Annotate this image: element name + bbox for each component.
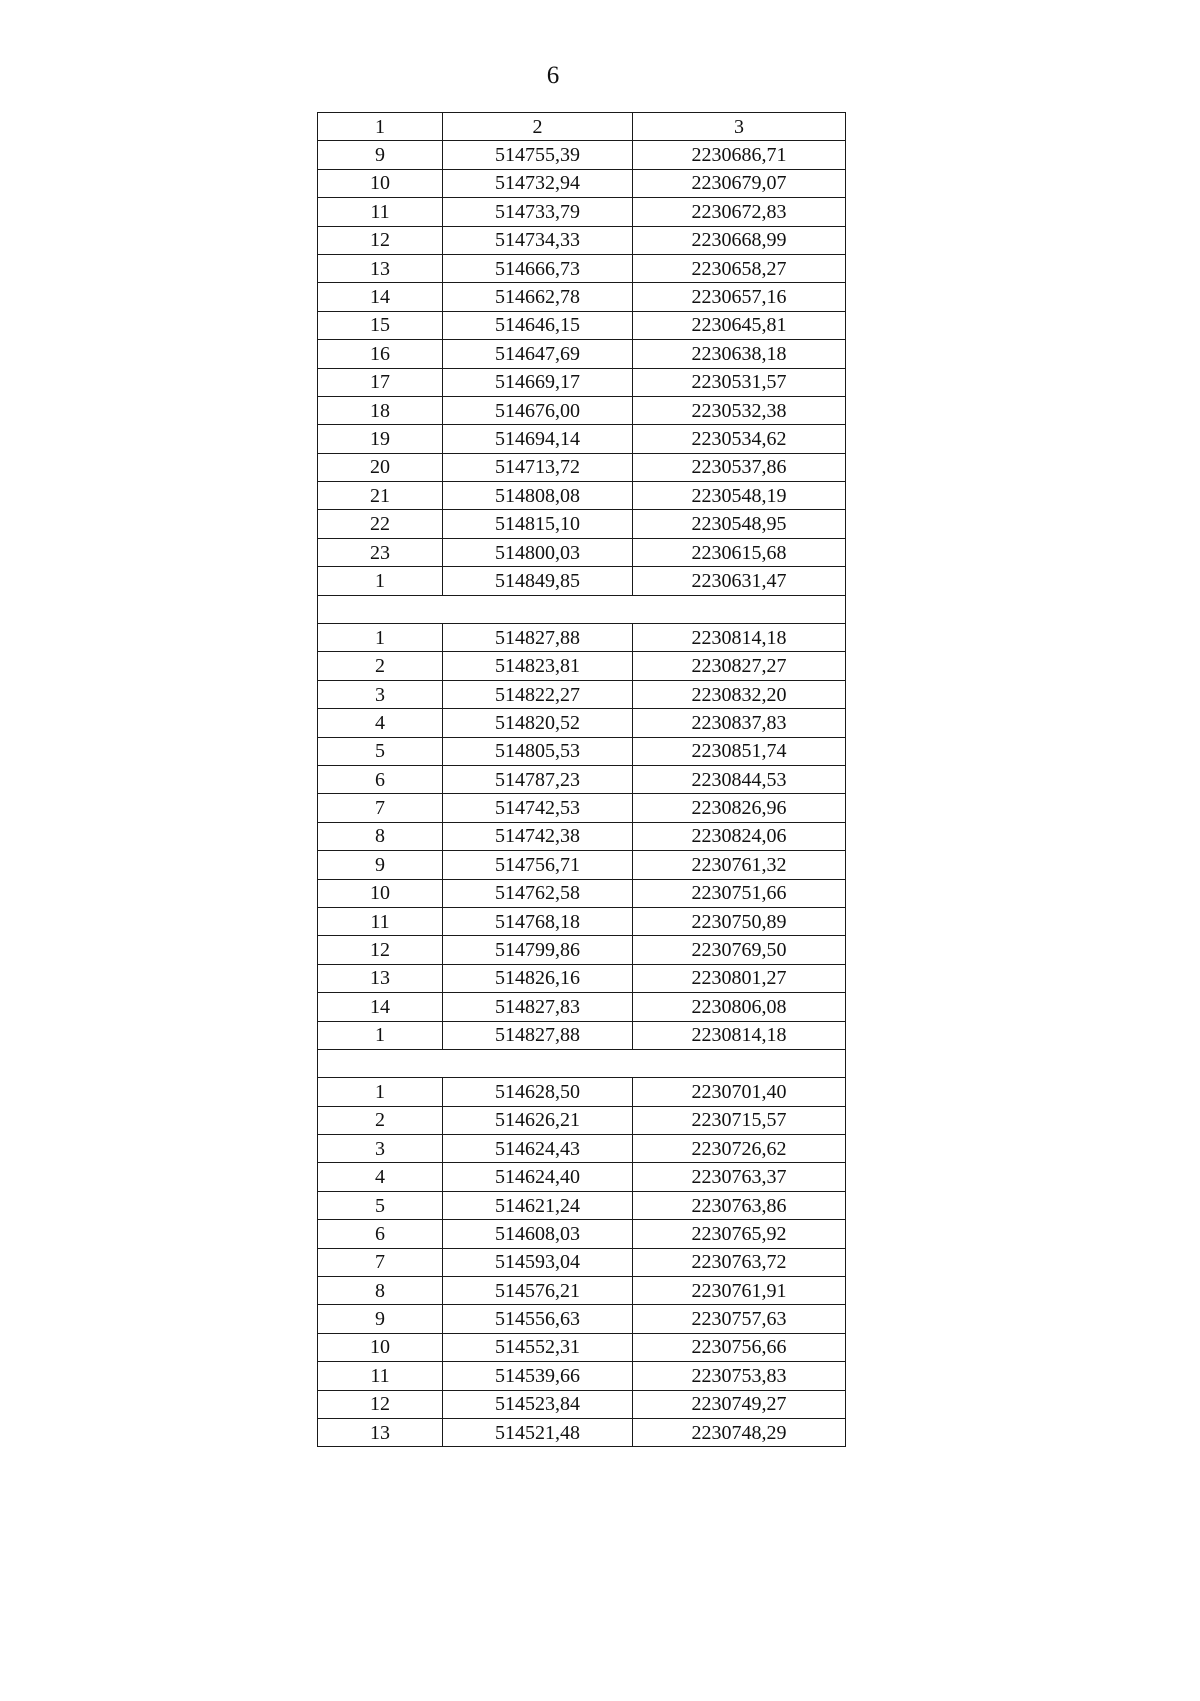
separator-cell [318, 1049, 846, 1077]
coordinate-y-cell: 2230806,08 [633, 993, 846, 1021]
coordinate-y-cell: 2230761,32 [633, 851, 846, 879]
point-number-cell: 21 [318, 482, 443, 510]
coordinate-x-cell: 514742,53 [443, 794, 633, 822]
coordinate-x-cell: 514646,15 [443, 311, 633, 339]
coordinate-y-cell: 2230537,86 [633, 453, 846, 481]
coordinates-table-container [317, 112, 845, 1447]
point-number-cell: 17 [318, 368, 443, 396]
coordinate-x-cell: 514669,17 [443, 368, 633, 396]
point-number-cell: 9 [318, 141, 443, 169]
coordinate-x-cell: 514800,03 [443, 538, 633, 566]
point-number-cell: 5 [318, 1191, 443, 1219]
coordinate-x-cell: 514608,03 [443, 1220, 633, 1248]
point-number-cell: 9 [318, 1305, 443, 1333]
coordinate-x-cell: 514676,00 [443, 396, 633, 424]
table-row [318, 1191, 846, 1219]
point-number-cell: 13 [318, 1418, 443, 1446]
table-row [318, 425, 846, 453]
coordinate-y-cell: 2230851,74 [633, 737, 846, 765]
coordinate-y-cell: 2230763,86 [633, 1191, 846, 1219]
table-row [318, 964, 846, 992]
coordinate-x-cell: 514762,58 [443, 879, 633, 907]
coordinate-x-cell: 514694,14 [443, 425, 633, 453]
coordinate-x-cell: 514521,48 [443, 1418, 633, 1446]
coordinate-x-cell: 514823,81 [443, 652, 633, 680]
table-row [318, 453, 846, 481]
separator-row [318, 595, 846, 623]
coordinate-x-cell: 514815,10 [443, 510, 633, 538]
table-row [318, 311, 846, 339]
point-number-cell: 4 [318, 709, 443, 737]
coordinate-y-cell: 2230631,47 [633, 567, 846, 595]
coordinate-y-cell: 2230761,91 [633, 1277, 846, 1305]
coordinate-y-cell: 2230668,99 [633, 226, 846, 254]
coordinate-x-cell: 514576,21 [443, 1277, 633, 1305]
coordinate-y-cell: 2230749,27 [633, 1390, 846, 1418]
coordinate-x-cell: 514624,43 [443, 1135, 633, 1163]
coordinate-y-cell: 2230532,38 [633, 396, 846, 424]
table-row [318, 141, 846, 169]
table-row [318, 169, 846, 197]
table-row [318, 1021, 846, 1049]
coordinate-y-cell: 2230765,92 [633, 1220, 846, 1248]
table-header-row [318, 113, 846, 141]
point-number-cell: 3 [318, 680, 443, 708]
coordinate-x-cell: 514624,40 [443, 1163, 633, 1191]
coordinate-x-cell: 514666,73 [443, 254, 633, 282]
table-row [318, 1106, 846, 1134]
table-row [318, 737, 846, 765]
coordinate-x-cell: 514827,83 [443, 993, 633, 1021]
coordinate-x-cell: 514523,84 [443, 1390, 633, 1418]
point-number-cell: 1 [318, 1021, 443, 1049]
point-number-cell: 19 [318, 425, 443, 453]
table-row [318, 482, 846, 510]
point-number-cell: 20 [318, 453, 443, 481]
point-number-cell: 22 [318, 510, 443, 538]
point-number-cell: 14 [318, 993, 443, 1021]
coordinate-y-cell: 2230837,83 [633, 709, 846, 737]
table-row [318, 822, 846, 850]
point-number-cell: 23 [318, 538, 443, 566]
coordinate-y-cell: 2230548,19 [633, 482, 846, 510]
coordinate-x-cell: 514826,16 [443, 964, 633, 992]
table-row [318, 794, 846, 822]
coordinate-x-cell: 514827,88 [443, 1021, 633, 1049]
coordinate-y-cell: 2230645,81 [633, 311, 846, 339]
coordinate-x-cell: 514822,27 [443, 680, 633, 708]
coordinate-x-cell: 514539,66 [443, 1362, 633, 1390]
table-row [318, 510, 846, 538]
table-row [318, 936, 846, 964]
coordinate-x-cell: 514734,33 [443, 226, 633, 254]
coordinate-x-cell: 514755,39 [443, 141, 633, 169]
table-row [318, 368, 846, 396]
coordinate-x-cell: 514756,71 [443, 851, 633, 879]
point-number-cell: 15 [318, 311, 443, 339]
point-number-cell: 11 [318, 1362, 443, 1390]
coordinate-x-cell: 514768,18 [443, 907, 633, 935]
point-number-cell: 11 [318, 907, 443, 935]
coordinate-y-cell: 2230826,96 [633, 794, 846, 822]
coordinate-x-cell: 514593,04 [443, 1248, 633, 1276]
coordinate-x-cell: 514713,72 [443, 453, 633, 481]
table-body [318, 141, 846, 1447]
point-number-cell: 12 [318, 226, 443, 254]
coordinate-y-cell: 2230657,16 [633, 283, 846, 311]
coordinate-x-cell: 514808,08 [443, 482, 633, 510]
coordinate-y-cell: 2230548,95 [633, 510, 846, 538]
coordinate-y-cell: 2230763,37 [633, 1163, 846, 1191]
coordinate-y-cell: 2230753,83 [633, 1362, 846, 1390]
point-number-cell: 5 [318, 737, 443, 765]
coordinate-y-cell: 2230715,57 [633, 1106, 846, 1134]
coordinate-y-cell: 2230686,71 [633, 141, 846, 169]
point-number-cell: 10 [318, 879, 443, 907]
coordinate-y-cell: 2230769,50 [633, 936, 846, 964]
point-number-cell: 8 [318, 822, 443, 850]
coordinate-x-cell: 514647,69 [443, 340, 633, 368]
header-cell-3: 3 [633, 113, 846, 141]
point-number-cell: 10 [318, 1333, 443, 1361]
coordinate-x-cell: 514552,31 [443, 1333, 633, 1361]
point-number-cell: 1 [318, 624, 443, 652]
table-row [318, 254, 846, 282]
table-row [318, 680, 846, 708]
coordinate-x-cell: 514820,52 [443, 709, 633, 737]
coordinate-y-cell: 2230814,18 [633, 1021, 846, 1049]
coordinate-y-cell: 2230638,18 [633, 340, 846, 368]
coordinate-x-cell: 514621,24 [443, 1191, 633, 1219]
coordinate-y-cell: 2230658,27 [633, 254, 846, 282]
point-number-cell: 3 [318, 1135, 443, 1163]
point-number-cell: 12 [318, 1390, 443, 1418]
point-number-cell: 13 [318, 254, 443, 282]
coordinate-y-cell: 2230531,57 [633, 368, 846, 396]
table-row [318, 1305, 846, 1333]
table-row [318, 1418, 846, 1446]
table-row [318, 907, 846, 935]
point-number-cell: 8 [318, 1277, 443, 1305]
table-row [318, 1078, 846, 1106]
table-row [318, 1248, 846, 1276]
coordinate-y-cell: 2230534,62 [633, 425, 846, 453]
separator-row [318, 1049, 846, 1077]
coordinate-x-cell: 514827,88 [443, 624, 633, 652]
coordinate-y-cell: 2230748,29 [633, 1418, 846, 1446]
point-number-cell: 6 [318, 765, 443, 793]
point-number-cell: 1 [318, 567, 443, 595]
point-number-cell: 12 [318, 936, 443, 964]
point-number-cell: 10 [318, 169, 443, 197]
point-number-cell: 6 [318, 1220, 443, 1248]
coordinates-table [317, 112, 846, 1447]
coordinate-y-cell: 2230844,53 [633, 765, 846, 793]
table-row [318, 709, 846, 737]
point-number-cell: 7 [318, 1248, 443, 1276]
point-number-cell: 11 [318, 198, 443, 226]
point-number-cell: 1 [318, 1078, 443, 1106]
page-number: 6 [546, 62, 560, 89]
table-row [318, 765, 846, 793]
coordinate-x-cell: 514732,94 [443, 169, 633, 197]
coordinate-y-cell: 2230827,27 [633, 652, 846, 680]
table-row [318, 624, 846, 652]
coordinate-y-cell: 2230726,62 [633, 1135, 846, 1163]
table-row [318, 1333, 846, 1361]
coordinate-y-cell: 2230750,89 [633, 907, 846, 935]
table-row [318, 538, 846, 566]
coordinate-x-cell: 514805,53 [443, 737, 633, 765]
table-row [318, 567, 846, 595]
coordinate-y-cell: 2230814,18 [633, 624, 846, 652]
table-row [318, 652, 846, 680]
point-number-cell: 16 [318, 340, 443, 368]
table-row [318, 879, 846, 907]
coordinate-y-cell: 2230757,63 [633, 1305, 846, 1333]
coordinate-y-cell: 2230832,20 [633, 680, 846, 708]
table-row [318, 340, 846, 368]
coordinate-x-cell: 514787,23 [443, 765, 633, 793]
coordinate-x-cell: 514628,50 [443, 1078, 633, 1106]
table-row [318, 1277, 846, 1305]
point-number-cell: 14 [318, 283, 443, 311]
coordinate-y-cell: 2230672,83 [633, 198, 846, 226]
coordinate-y-cell: 2230615,68 [633, 538, 846, 566]
table-row [318, 851, 846, 879]
point-number-cell: 7 [318, 794, 443, 822]
point-number-cell: 18 [318, 396, 443, 424]
coordinate-x-cell: 514742,38 [443, 822, 633, 850]
coordinate-x-cell: 514662,78 [443, 283, 633, 311]
table-row [318, 993, 846, 1021]
coordinate-x-cell: 514733,79 [443, 198, 633, 226]
header-cell-2: 2 [443, 113, 633, 141]
table-row [318, 396, 846, 424]
table-row [318, 1220, 846, 1248]
table-row [318, 198, 846, 226]
point-number-cell: 2 [318, 1106, 443, 1134]
point-number-cell: 13 [318, 964, 443, 992]
coordinate-x-cell: 514626,21 [443, 1106, 633, 1134]
separator-cell [318, 595, 846, 623]
coordinate-x-cell: 514849,85 [443, 567, 633, 595]
point-number-cell: 4 [318, 1163, 443, 1191]
header-cell-1: 1 [318, 113, 443, 141]
point-number-cell: 2 [318, 652, 443, 680]
coordinate-y-cell: 2230801,27 [633, 964, 846, 992]
coordinate-y-cell: 2230824,06 [633, 822, 846, 850]
table-row [318, 226, 846, 254]
coordinate-y-cell: 2230679,07 [633, 169, 846, 197]
table-row [318, 1390, 846, 1418]
table-row [318, 283, 846, 311]
table-row [318, 1135, 846, 1163]
point-number-cell: 9 [318, 851, 443, 879]
coordinate-x-cell: 514799,86 [443, 936, 633, 964]
table-row [318, 1163, 846, 1191]
coordinate-y-cell: 2230756,66 [633, 1333, 846, 1361]
coordinate-y-cell: 2230763,72 [633, 1248, 846, 1276]
coordinate-y-cell: 2230751,66 [633, 879, 846, 907]
table-row [318, 1362, 846, 1390]
coordinate-x-cell: 514556,63 [443, 1305, 633, 1333]
coordinate-y-cell: 2230701,40 [633, 1078, 846, 1106]
